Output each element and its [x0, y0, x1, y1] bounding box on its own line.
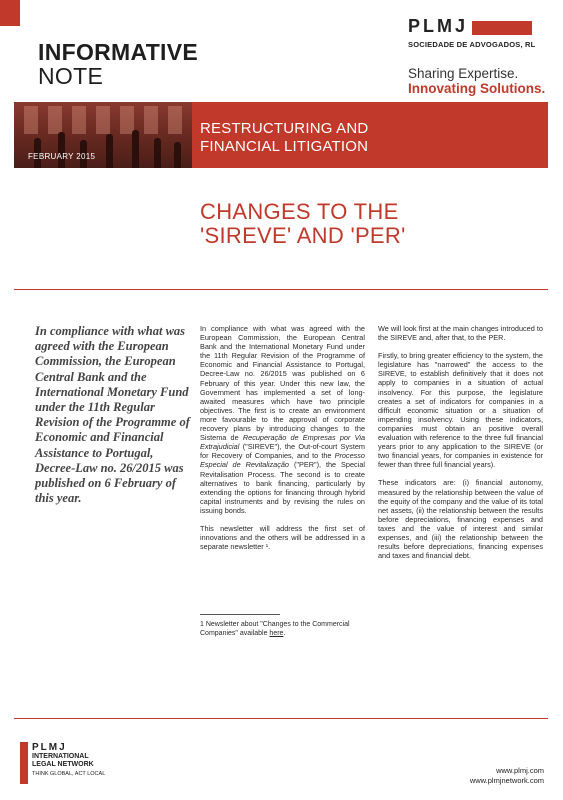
paragraph: We will look first at the main changes introduced to the SIREVE and, after that, to the PER.: [378, 324, 543, 343]
website-link[interactable]: www.plmj.com: [496, 766, 544, 775]
network-line-3: LEGAL NETWORK: [32, 761, 94, 768]
pull-quote: In compliance with what was agreed with the European Commission, the European Central Bank and the International Monetary Fund under the 11th Regular Revision of the Programme of Economic and Financial Assistance to Portugal, Decree-Law no. 26/2015 was published on 6 February of this year.: [35, 324, 190, 506]
paragraph: This newsletter will address the first set of innovations and the others will be addressed in a separate newsletter ¹.: [200, 523, 365, 552]
body-column-2: [378, 324, 543, 569]
footnote-link[interactable]: here: [269, 629, 284, 637]
logo-red-bar: [472, 21, 532, 35]
practice-area-line-1: RESTRUCTURING AND: [200, 120, 369, 137]
issue-date: FEBRUARY 2015: [28, 152, 96, 161]
divider-top: [14, 289, 548, 290]
document-type-title: [38, 40, 198, 88]
network-name: PLMJ: [32, 742, 67, 753]
network-website-link[interactable]: www.plmjnetwork.com: [469, 775, 544, 785]
network-logo-mark: [20, 742, 28, 784]
slogan-line-2: Innovating Solutions.: [408, 81, 546, 96]
network-tagline: THINK GLOBAL, ACT LOCAL: [32, 771, 106, 777]
plmj-logo: [408, 16, 548, 49]
paragraph: In compliance with what was agreed with the European Commission, the European Central Bank and the International Monetary Fund under the 11th Regular Revision of the Programme of Economic and Financial Assistance to Portugal, Decree-Law no. 26/2015 was published on 6 February of this year. Under this new law, the Government has implemented a set of long-awaited measures which have two principle objectives. The first is to create an environment more favourable to the approval of corporate recovery plans by introducing changes to the Sistema de Recuperação de Empresas por Via Extrajudicial ("SIREVE"), the Out-of-court System for Recovery of Companies, and to the Processo Especial de Revitalização ("PER"), the Special Revitalisation Process. The second is to create alternatives to bank financing, particularly by extending the options for financing through hybrid capital instruments and by revising the rules on issuing bonds.: [200, 324, 365, 515]
footer-links: [420, 766, 544, 785]
corner-accent: [0, 0, 20, 26]
article-title-line-1: CHANGES TO THE: [200, 199, 399, 224]
slogan-line-1: Sharing Expertise.: [408, 66, 519, 81]
article-title: [200, 200, 406, 248]
footnote: 1 Newsletter about "Changes to the Commercial Companies" available here.: [200, 621, 350, 637]
article-title-line-2: 'SIREVE' AND 'PER': [200, 223, 406, 248]
practice-area-line-2: FINANCIAL LITIGATION: [200, 138, 369, 155]
logo-subtitle: SOCIEDADE DE ADVOGADOS, RL: [408, 40, 536, 49]
slogan: [408, 66, 545, 96]
body-column-1: [200, 324, 365, 560]
logo-wordmark: PLMJ: [408, 16, 469, 36]
footnote-divider: [200, 614, 280, 615]
title-line-2: NOTE: [38, 63, 104, 89]
paragraph: Firstly, to bring greater efficiency to the system, the legislature has "narrowed" the access to the SIREVE, to establish definitively that it does not apply to companies in a situation of actual insolvency. For this purpose, the legislature creates a set of indicators for companies in a difficult economic situation or a situation of impending insolvency. Using these indicators, companies must obtain an positive overall evaluation with reference to the three full financial years prior to any application to the SIREVE (or two financial years, for companies in existence for fewer than three full financial years).: [378, 351, 543, 470]
network-line-2: INTERNATIONAL: [32, 753, 89, 760]
title-line-1: INFORMATIVE: [38, 39, 199, 65]
divider-bottom: [14, 718, 548, 719]
paragraph: These indicators are: (i) financial autonomy, measured by the relationship between the value of the equity of the company and the value of its total net assets, (ii) the relationship between the results before depreciations, financing expenses and taxes and the value of interest and similar expenses, and (iii) the relationship between the results before depreciations, financing expenses and taxes and financial debt.: [378, 478, 543, 561]
practice-area: [200, 120, 368, 156]
